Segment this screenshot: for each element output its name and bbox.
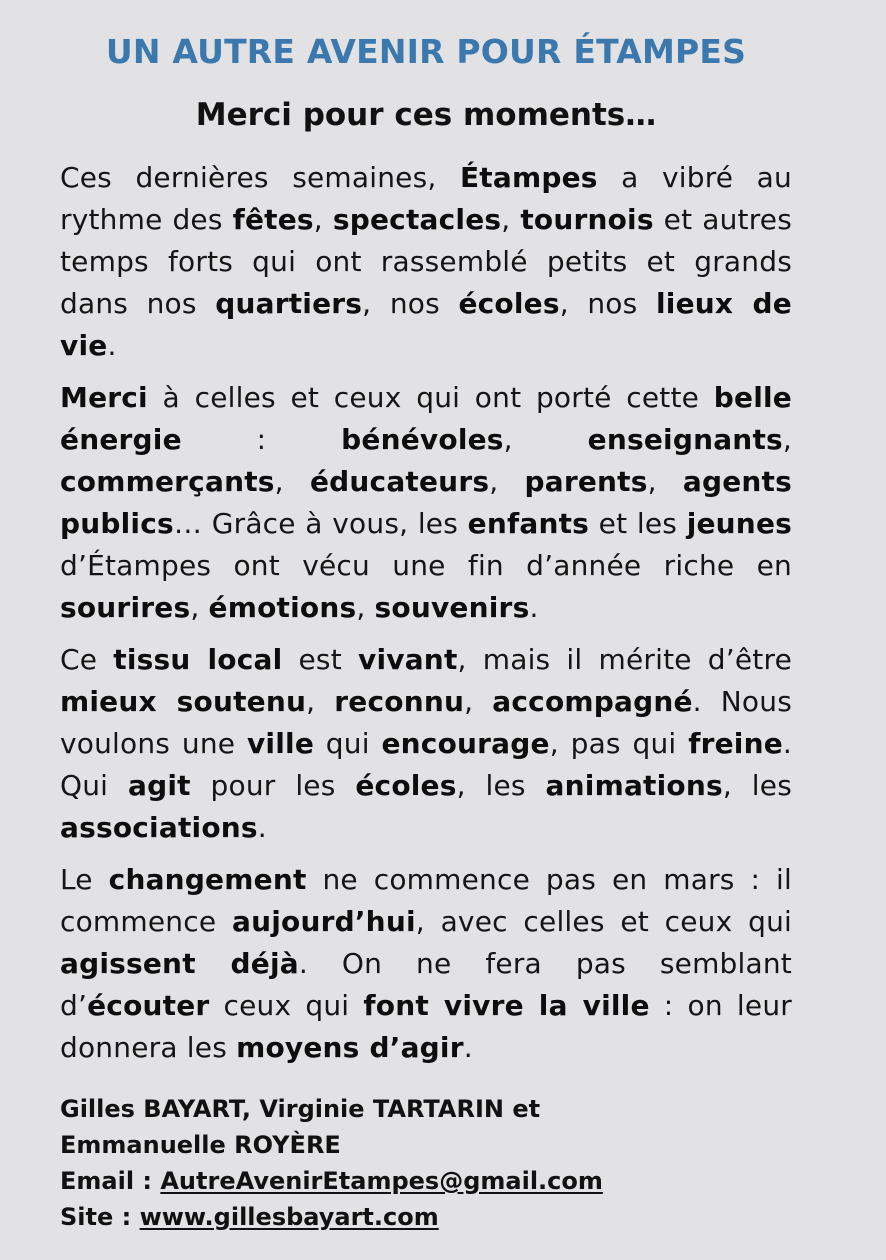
text-run: . [529,591,539,624]
emphasis-text: agents publics [60,465,793,540]
text-run: , les [456,769,546,802]
text-run: , mais il mérite d’être [457,643,793,676]
emphasis-text: associations [60,811,258,844]
emphasis-text: agit [127,769,191,802]
emphasis-text: fêtes [232,203,314,236]
text-run: pour les [190,769,356,802]
emphasis-text: font vivre la ville [363,989,650,1022]
text-run: Le [60,863,109,896]
text-run: , [356,591,375,624]
text-run: . On ne fera pas semblant d’ [60,947,792,1022]
emphasis-text: lieux de vie [60,287,792,362]
text-run: , [782,423,792,456]
text-run: : [181,423,342,456]
emphasis-text: écouter [87,989,210,1022]
emphasis-text: tournois [520,203,654,236]
text-run: , pas qui [549,727,689,760]
text-run: est [282,643,359,676]
text-run: , [274,465,310,498]
text-run: Ce [60,643,114,676]
text-run: . [107,329,117,362]
text-run: , nos [362,287,459,320]
text-run: , les [722,769,792,802]
emphasis-text: aujourd’hui [232,905,416,938]
emphasis-text: éducateurs [309,465,490,498]
emphasis-text: commerçants [60,465,275,498]
emphasis-text: émotions [208,591,357,624]
signature-names-line-2: Emmanuelle ROYÈRE [60,1131,341,1159]
text-run: ne commence pas en mars : il commence [60,863,792,938]
emphasis-text: reconnu [334,685,465,718]
text-run: … Grâce à vous, les [173,507,468,540]
emphasis-text: enseignants [587,423,783,456]
text-run: qui [314,727,382,760]
emphasis-text: souvenirs [374,591,530,624]
site-line [60,1199,840,1235]
emphasis-text: spectacles [332,203,502,236]
text-run: , [503,423,588,456]
emphasis-text: belle énergie [60,381,792,456]
text-run: , [306,685,335,718]
text-run: : on leur donnera les [60,989,792,1064]
text-run: à celles et ceux qui ont porté cette [147,381,714,414]
emphasis-text: jeunes [686,507,792,540]
paragraph [60,859,792,1069]
emphasis-text: agissent déjà [60,947,299,980]
text-run: , [647,465,683,498]
emphasis-text: moyens d’agir [236,1031,464,1064]
page-subtitle: Merci pour ces moments… [195,97,657,133]
text-run: . Nous voulons une [60,685,793,760]
signature-block [60,1091,840,1235]
emphasis-text: écoles [458,287,560,320]
site-label: Site : [60,1203,140,1231]
text-run: . [257,811,267,844]
text-run: . Qui [60,727,792,802]
emphasis-text: accompagné [492,685,693,718]
emphasis-text: mieux soutenu [60,685,307,718]
emphasis-text: quartiers [215,287,363,320]
paragraph [60,639,792,849]
emphasis-text: vivant [358,643,458,676]
emphasis-text: enfants [467,507,590,540]
emphasis-text: encourage [381,727,550,760]
text-run: Ces dernières semaines, [60,161,460,194]
text-run: d’Étampes ont vécu une fin d’année riche en [60,549,792,582]
paragraph [60,157,792,367]
emphasis-text: écoles [355,769,457,802]
text-run: , [313,203,333,236]
emphasis-text: Étampes [459,161,598,194]
text-run: ceux qui [209,989,364,1022]
text-run: , nos [559,287,656,320]
text-run: , [501,203,521,236]
text-run: , [190,591,209,624]
emphasis-text: parents [524,465,648,498]
text-run: , avec celles et ceux qui [415,905,793,938]
email-label: Email : [60,1167,161,1195]
emphasis-text: Merci [60,381,148,414]
text-run: et les [589,507,687,540]
text-run: , [464,685,493,718]
emphasis-text: freine [688,727,783,760]
text-run: , [489,465,525,498]
email-line [60,1163,840,1199]
site-link[interactable]: www.gillesbayart.com [139,1203,439,1231]
emphasis-text: ville [246,727,315,760]
text-run: et autres temps forts qui ont rassemblé petits et grands dans nos [60,203,793,320]
text-run: a vibré au rythme des [60,161,792,236]
paragraph [60,377,792,629]
emphasis-text: tissu local [113,643,283,676]
emphasis-text: sourires [60,591,191,624]
email-link[interactable]: AutreAvenirEtampes@gmail.com [160,1167,603,1195]
emphasis-text: changement [108,863,307,896]
emphasis-text: animations [545,769,723,802]
signature-names-line-1: Gilles BAYART, Virginie TARTARIN et [60,1095,541,1123]
body-text [60,157,792,1079]
emphasis-text: bénévoles [341,423,504,456]
text-run: . [463,1031,473,1064]
page-title: UN AUTRE AVENIR POUR ÉTAMPES [105,32,747,71]
